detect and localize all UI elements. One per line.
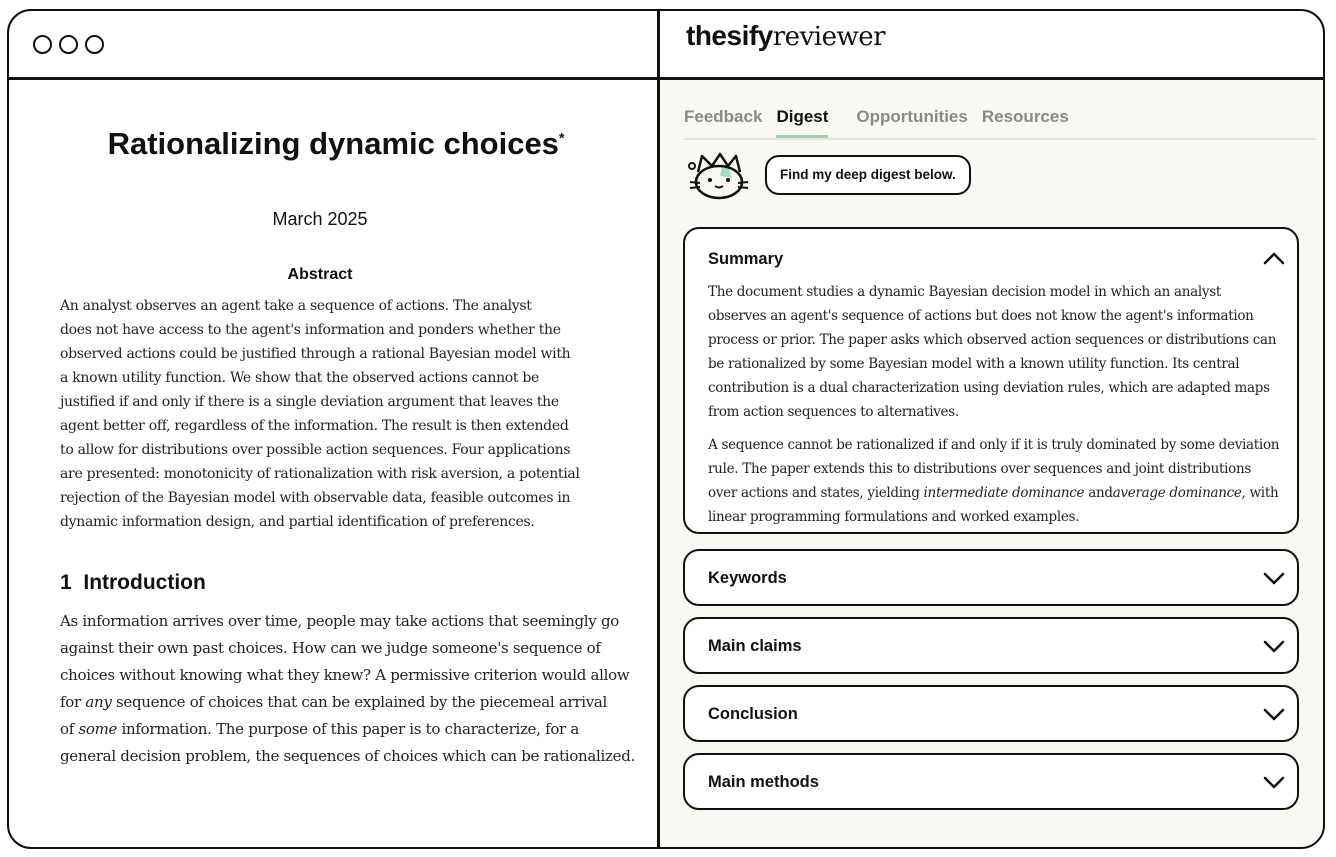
- tab-underline: [684, 138, 1316, 140]
- section-number: 1: [60, 571, 72, 594]
- text-line: against their own past choices. How can we judge someone's sequence of: [60, 639, 601, 657]
- summary-text: [708, 280, 1283, 538]
- window-control-circle-icon[interactable]: [85, 35, 104, 54]
- abstract-line: rejection of the Bayesian model with observable data, feasible outcomes in: [60, 490, 571, 506]
- abstract-line: agent better off, regardless of the information. The result is then extended: [60, 418, 569, 434]
- tab-opportunities[interactable]: Opportunities: [856, 107, 968, 126]
- text-line: As information arrives over time, people may take actions that seemingly go: [60, 612, 619, 630]
- paper-date: March 2025: [272, 209, 368, 229]
- main-methods-card[interactable]: [683, 753, 1299, 810]
- abstract-heading: Abstract: [287, 266, 353, 283]
- summary-paragraph: A sequence cannot be rationalized if and only if it is truly dominated by some deviation rule. The paper extends this to distributions over sequences and joint distributions over actions and states, yielding intermediate dominance andaverage dominance, with linear programming formulations and worked examples.: [708, 437, 1280, 525]
- abstract-line: a known utility function. We show that the observed actions cannot be: [60, 370, 540, 386]
- chevron-down-icon[interactable]: [1263, 775, 1285, 789]
- chevron-up-icon[interactable]: [1263, 251, 1285, 265]
- text-line: for any sequence of choices that can be explained by the piecemeal arrival: [60, 693, 608, 711]
- main-claims-title: Main claims: [708, 637, 802, 655]
- paper-title: [76, 126, 596, 162]
- abstract-line: observed actions could be justified through a rational Bayesian model with: [60, 346, 571, 362]
- chevron-down-icon[interactable]: [1263, 639, 1285, 653]
- summary-paragraph: The document studies a dynamic Bayesian decision model in which an analyst observes an agent's sequence of actions but does not know the agent's information process or prior. The paper asks which observed action sequences or distributions can be rationalized by some Bayesian model with a known utility function. Its central contribution is a dual characterization using deviation rules, which are adapted maps from action sequences to alternatives.: [708, 284, 1277, 420]
- digest-speech-bubble: Find my deep digest below.: [765, 155, 971, 195]
- window-controls: [33, 35, 104, 54]
- keywords-title: Keywords: [708, 569, 787, 587]
- chevron-down-icon[interactable]: [1263, 707, 1285, 721]
- abstract-line: justified if and only if there is a single deviation argument that leaves the: [60, 394, 559, 410]
- brand-name-bold: thesify: [686, 20, 773, 51]
- abstract-line: are presented: monotonicity of rationalization with risk aversion, a potential: [60, 466, 580, 482]
- title-footnote-mark[interactable]: *: [558, 129, 565, 146]
- window-control-circle-icon[interactable]: [33, 35, 52, 54]
- summary-card: [683, 227, 1299, 534]
- text-line: general decision problem, the sequences of choices which can be rationalized.: [60, 747, 635, 765]
- text-line: choices without knowing what they knew? A permissive criterion would allow: [60, 666, 630, 684]
- section-heading: [60, 571, 206, 595]
- summary-title: Summary: [708, 250, 784, 268]
- section-title: Introduction: [83, 571, 206, 594]
- brand-logo: [686, 20, 885, 52]
- brand-name-serif: reviewer: [772, 22, 886, 52]
- keywords-card[interactable]: [683, 549, 1299, 606]
- chevron-down-icon[interactable]: [1263, 571, 1285, 585]
- tab-resources[interactable]: Resources: [981, 107, 1069, 126]
- abstract-line: dynamic information design, and partial identification of preferences.: [60, 514, 535, 530]
- abstract-line: does not have access to the agent's information and ponders whether the: [60, 322, 561, 338]
- abstract-line: An analyst observes an agent take a sequence of actions. The analyst: [60, 298, 532, 314]
- tab-digest[interactable]: Digest: [776, 107, 828, 138]
- main-claims-card[interactable]: [683, 617, 1299, 674]
- cat-mascot-icon: [686, 150, 750, 202]
- abstract-text: [60, 294, 600, 534]
- window-control-circle-icon[interactable]: [59, 35, 78, 54]
- header-divider: [9, 77, 1323, 80]
- abstract-line: to allow for distributions over possible action sequences. Four applications: [60, 442, 571, 458]
- tab-feedback[interactable]: Feedback: [684, 107, 763, 126]
- introduction-text: [60, 608, 640, 770]
- main-methods-title: Main methods: [708, 773, 819, 791]
- pane-divider[interactable]: [657, 11, 660, 847]
- text-line: of some information. The purpose of this paper is to characterize, for a: [60, 720, 580, 738]
- paper-title-text: Rationalizing dynamic choices: [107, 126, 559, 161]
- reviewer-tabs: [684, 107, 1083, 138]
- conclusion-title: Conclusion: [708, 705, 798, 723]
- conclusion-card[interactable]: [683, 685, 1299, 742]
